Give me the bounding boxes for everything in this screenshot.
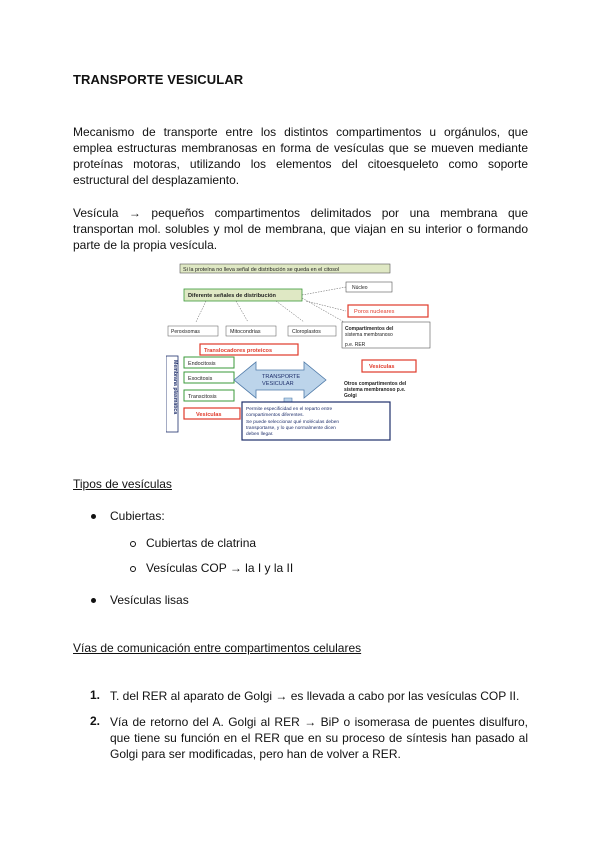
bullet-circle-icon (130, 541, 136, 547)
exocitosis-text: Exocitosis (188, 376, 213, 382)
ordered-item-1: T. del RER al aparato de Golgi → es llevada a cabo por las vesículas COP II. (110, 689, 520, 703)
translocadores-text: Translocadores proteicos (204, 348, 273, 354)
transporte-arrow (234, 362, 326, 398)
list-subitem-clatrina: Cubiertas de clatrina (146, 536, 257, 550)
page-title: TRANSPORTE VESICULAR (73, 72, 244, 87)
peroxisomas-text: Peroxisomas (171, 329, 200, 335)
banner-text: Si la proteína no lleva señal de distribución se queda en el citosol (183, 267, 340, 273)
nucleo-text: Núcleo (352, 285, 368, 291)
bullet-dot-icon (91, 514, 96, 519)
vesiculas-left-text: Vesículas (196, 412, 222, 418)
compartimentos-line2: sistema membranoso (345, 332, 393, 338)
otros-line2: sistema membranoso p.e. (344, 387, 406, 393)
transport-diagram (166, 262, 432, 442)
bullet-dot-icon (91, 598, 96, 603)
transporte-line2: VESICULAR (262, 381, 294, 387)
membrana-text: Membrana plasmática (172, 360, 178, 415)
bullet-circle-icon (130, 566, 136, 572)
senales-text: Diferente señales de distribución (188, 293, 276, 299)
section-tipos-vesiculas: Tipos de vesículas (73, 477, 172, 491)
permite-line4: transportarse, y lo que normalmente dicen (246, 426, 336, 431)
list-item-lisas: Vesículas lisas (110, 593, 189, 607)
compartimentos-line3: p.e. RER (345, 342, 366, 348)
otros-line1: Otros compartimentos del (344, 381, 407, 387)
poros-text: Poros nucleares (354, 309, 395, 315)
permite-line1: Permite especificidad en el reparto entre (246, 407, 333, 412)
transcitosis-text: Transcitosis (188, 394, 217, 400)
otros-line3: Golgi (344, 393, 357, 399)
mitocondrias-text: Mitocondrias (230, 329, 261, 335)
paragraph-definition: Mecanismo de transporte entre los distintos compartimentos u orgánulos, que emplea estructuras membranosas en forma de vesículas que se mueven mediante proteínas motoras, utilizando los elementos del citoesqueleto como soporte estructural del desplazamiento. (73, 125, 528, 187)
endocitosis-text: Endocitosis (188, 361, 216, 367)
paragraph-vesicula: Vesícula → pequeños compartimentos delimitados por una membrana que transportan mol. solubles y mol de membrana, que viajan en su interior o formando parte de la propia vesícula. (73, 206, 528, 252)
list-subitem-cop: Vesículas COP → la I y la II (146, 561, 294, 575)
ordered-item-2: Vía de retorno del A. Golgi al RER → BiP o isomerasa de puentes disulfuro, que tiene su función en el RER que en su proceso de síntesis han pasado al Golgi para ser modificadas, pero han de volver a RER. (110, 715, 528, 761)
permite-line2: compartimentos diferentes. (246, 413, 304, 418)
list-item-cubiertas: Cubiertas: (110, 509, 165, 523)
compartimentos-line1: Compartimentos del (345, 326, 394, 332)
ordered-number-2: 2. (90, 714, 101, 728)
ordered-number-1: 1. (90, 688, 101, 702)
transporte-line1: TRANSPORTE (262, 374, 301, 380)
section-vias-comunicacion: Vías de comunicación entre compartimentos celulares (73, 641, 362, 655)
vesiculas-right-text: Vesículas (369, 364, 395, 370)
permite-line3: Se puede seleccionar qué moléculas deben (246, 420, 340, 425)
permite-line5: deben llegar. (246, 432, 274, 437)
cloroplastos-text: Cloroplastos (292, 329, 321, 335)
